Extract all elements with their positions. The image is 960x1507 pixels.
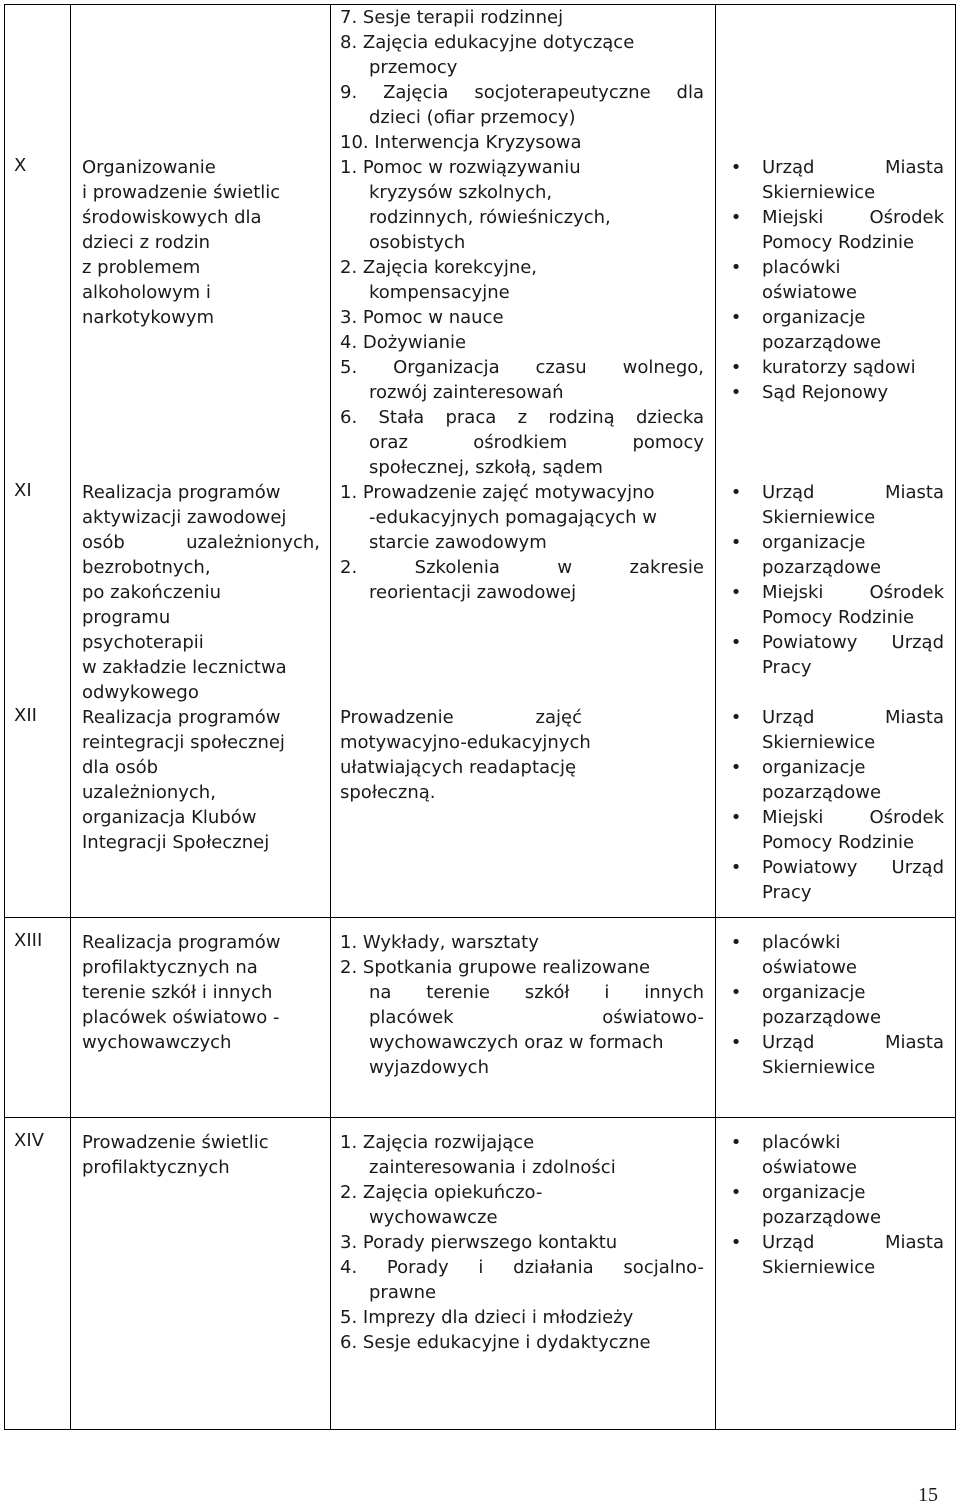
activity-line: starcie zawodowym bbox=[369, 532, 547, 553]
task-line: dla osób bbox=[82, 757, 159, 778]
partner-item-cont bbox=[724, 1055, 944, 1080]
partner-item bbox=[724, 855, 944, 880]
activity-line: 4. Porady i działania socjalno- bbox=[340, 1257, 704, 1278]
bullet-icon: • bbox=[730, 1132, 742, 1153]
partners-cell bbox=[724, 705, 944, 905]
partner-line: placówki bbox=[762, 932, 841, 953]
partner-item bbox=[724, 980, 944, 1005]
partner-line: oświatowe bbox=[762, 282, 858, 303]
activities-cell bbox=[340, 480, 704, 605]
activity-line: reorientacji zawodowej bbox=[369, 582, 577, 603]
activity-line: 10. Interwencja Kryzysowa bbox=[340, 132, 582, 153]
task-line: środowiskowych dla bbox=[82, 207, 262, 228]
task-line: Realizacja programów bbox=[82, 482, 281, 503]
partner-line: oświatowe bbox=[762, 1157, 858, 1178]
task-line: programu bbox=[82, 607, 171, 628]
bullet-icon: • bbox=[730, 357, 742, 378]
partner-item-cont bbox=[724, 180, 944, 205]
partner-line: organizacje bbox=[762, 307, 866, 328]
task-line: po zakończeniu bbox=[82, 582, 222, 603]
bullet-icon: • bbox=[730, 207, 742, 228]
activity-line: 5. Imprezy dla dzieci i młodzieży bbox=[340, 1307, 634, 1328]
partner-line: organizacje bbox=[762, 757, 866, 778]
column-divider-2 bbox=[330, 4, 331, 1430]
partner-item-cont bbox=[724, 330, 944, 355]
partner-line: Pomocy Rodzinie bbox=[762, 607, 915, 628]
activity-line: rodzinnych, rówieśniczych, bbox=[369, 207, 611, 228]
partner-line: Skierniewice bbox=[762, 507, 876, 528]
partner-item bbox=[724, 1030, 944, 1055]
partner-line: Skierniewice bbox=[762, 732, 876, 753]
bullet-icon: • bbox=[730, 982, 742, 1003]
activities-cell bbox=[340, 930, 704, 1080]
task-line: placówek oświatowo - bbox=[82, 1007, 280, 1028]
partner-line: pozarządowe bbox=[762, 1007, 882, 1028]
activity-line: kryzysów szkolnych, bbox=[369, 182, 553, 203]
bullet-icon: • bbox=[730, 257, 742, 278]
activity-line: 2. Zajęcia opiekuńczo- bbox=[340, 1182, 543, 1203]
activities-continued bbox=[340, 5, 704, 155]
row-divider-xiii bbox=[4, 917, 956, 918]
partner-line: Pracy bbox=[762, 882, 812, 903]
partner-line: Pomocy Rodzinie bbox=[762, 232, 915, 253]
activity-line: 2. Szkolenia w zakresie bbox=[340, 557, 704, 578]
activity-line: na terenie szkół i innych bbox=[369, 982, 704, 1003]
activity-line: 5. Organizacja czasu wolnego, bbox=[340, 357, 704, 378]
bullet-icon: • bbox=[730, 807, 742, 828]
bullet-icon: • bbox=[730, 757, 742, 778]
partner-line: Sąd Rejonowy bbox=[762, 382, 889, 403]
partner-item bbox=[724, 530, 944, 555]
bullet-icon: • bbox=[730, 707, 742, 728]
partner-line: Miejski Ośrodek bbox=[762, 807, 944, 828]
partner-line: Skierniewice bbox=[762, 1057, 876, 1078]
task-line: odwykowego bbox=[82, 682, 199, 703]
task-line: Realizacja programów bbox=[82, 707, 281, 728]
partner-item bbox=[724, 255, 944, 280]
partner-item bbox=[724, 1130, 944, 1155]
activity-line: wychowawcze bbox=[369, 1207, 498, 1228]
activity-line: prawne bbox=[369, 1282, 437, 1303]
activity-line: 1. Zajęcia rozwijające bbox=[340, 1132, 535, 1153]
task-line: organizacja Klubów bbox=[82, 807, 257, 828]
partner-line: Urząd Miasta bbox=[762, 482, 944, 503]
table-border-bottom bbox=[4, 1429, 956, 1430]
activity-line: kompensacyjne bbox=[369, 282, 510, 303]
activity-line: placówek oświatowo- bbox=[369, 1007, 704, 1028]
task-line: wychowawczych bbox=[82, 1032, 232, 1053]
column-divider-3 bbox=[715, 4, 716, 1430]
activity-line: wychowawczych oraz w formach bbox=[369, 1032, 664, 1053]
page-number: 15 bbox=[918, 1484, 938, 1506]
task-line: osób uzależnionych, bbox=[82, 532, 320, 553]
bullet-icon: • bbox=[730, 382, 742, 403]
task-line: z problemem bbox=[82, 257, 201, 278]
row-number: XIV bbox=[14, 1130, 44, 1151]
bullet-icon: • bbox=[730, 482, 742, 503]
activity-line: 1. Prowadzenie zajęć motywacyjno bbox=[340, 482, 655, 503]
bullet-icon: • bbox=[730, 857, 742, 878]
partner-item-cont bbox=[724, 555, 944, 580]
partner-line: Urząd Miasta bbox=[762, 1032, 944, 1053]
activity-line: 4. Dożywianie bbox=[340, 332, 467, 353]
partner-line: Skierniewice bbox=[762, 1257, 876, 1278]
partner-item bbox=[724, 380, 944, 405]
task-line: Integracji Społecznej bbox=[82, 832, 270, 853]
partner-item-cont bbox=[724, 280, 944, 305]
partner-line: Urząd Miasta bbox=[762, 1232, 944, 1253]
partners-cell bbox=[724, 1130, 944, 1280]
activities-cell bbox=[340, 155, 704, 480]
activity-line: społeczną. bbox=[340, 782, 436, 803]
activity-line: wyjazdowych bbox=[369, 1057, 489, 1078]
activity-line: oraz ośrodkiem pomocy bbox=[369, 432, 704, 453]
partner-item-cont bbox=[724, 1155, 944, 1180]
partner-line: pozarządowe bbox=[762, 557, 882, 578]
partner-line: Miejski Ośrodek bbox=[762, 582, 944, 603]
partner-item-cont bbox=[724, 830, 944, 855]
partner-line: pozarządowe bbox=[762, 332, 882, 353]
partner-line: Miejski Ośrodek bbox=[762, 207, 944, 228]
partner-line: Pomocy Rodzinie bbox=[762, 832, 915, 853]
partner-line: placówki bbox=[762, 1132, 841, 1153]
task-cell bbox=[82, 480, 320, 705]
partner-line: organizacje bbox=[762, 982, 866, 1003]
partner-line: Powiatowy Urząd bbox=[762, 632, 944, 653]
task-line: aktywizacji zawodowej bbox=[82, 507, 287, 528]
partner-item-cont bbox=[724, 780, 944, 805]
task-line: uzależnionych, bbox=[82, 782, 216, 803]
bullet-icon: • bbox=[730, 157, 742, 178]
partner-line: organizacje bbox=[762, 1182, 866, 1203]
bullet-icon: • bbox=[730, 1182, 742, 1203]
table-border-left bbox=[4, 4, 5, 1430]
partner-line: Pracy bbox=[762, 657, 812, 678]
partner-item-cont bbox=[724, 655, 944, 680]
task-cell bbox=[82, 155, 320, 330]
partner-item bbox=[724, 705, 944, 730]
activity-line: -edukacyjnych pomagających w bbox=[369, 507, 657, 528]
task-line: Prowadzenie świetlic bbox=[82, 1132, 269, 1153]
task-line: dzieci z rodzin bbox=[82, 232, 211, 253]
partner-line: organizacje bbox=[762, 532, 866, 553]
partner-item-cont bbox=[724, 1255, 944, 1280]
partner-line: oświatowe bbox=[762, 957, 858, 978]
task-line: terenie szkół i innych bbox=[82, 982, 273, 1003]
activity-line: 6. Stała praca z rodziną dziecka bbox=[340, 407, 704, 428]
partner-item-cont bbox=[724, 1005, 944, 1030]
partner-item bbox=[724, 630, 944, 655]
task-line: w zakładzie lecznictwa bbox=[82, 657, 287, 678]
row-number: XIII bbox=[14, 930, 43, 951]
activity-line: 3. Porady pierwszego kontaktu bbox=[340, 1232, 618, 1253]
partner-item bbox=[724, 930, 944, 955]
bullet-icon: • bbox=[730, 307, 742, 328]
task-line: profilaktycznych na bbox=[82, 957, 258, 978]
partner-item bbox=[724, 1230, 944, 1255]
task-cell bbox=[82, 1130, 320, 1180]
activity-line: 2. Spotkania grupowe realizowane bbox=[340, 957, 651, 978]
partner-item bbox=[724, 580, 944, 605]
task-line: reintegracji społecznej bbox=[82, 732, 285, 753]
partner-line: Powiatowy Urząd bbox=[762, 857, 944, 878]
activity-line: osobistych bbox=[369, 232, 466, 253]
partner-item bbox=[724, 1180, 944, 1205]
task-cell bbox=[82, 705, 320, 855]
task-line: alkoholowym i bbox=[82, 282, 211, 303]
bullet-icon: • bbox=[730, 532, 742, 553]
row-number: XII bbox=[14, 705, 37, 726]
partner-item-cont bbox=[724, 955, 944, 980]
activity-line: 9. Zajęcia socjoterapeutyczne dla bbox=[340, 82, 704, 103]
activity-line: ułatwiających readaptację bbox=[340, 757, 577, 778]
column-divider-1 bbox=[70, 4, 71, 1430]
task-line: Realizacja programów bbox=[82, 932, 281, 953]
activity-line: 8. Zajęcia edukacyjne dotyczące bbox=[340, 32, 635, 53]
activity-line: 1. Wykłady, warsztaty bbox=[340, 932, 539, 953]
partner-item bbox=[724, 755, 944, 780]
partner-item-cont bbox=[724, 1205, 944, 1230]
partner-line: Urząd Miasta bbox=[762, 707, 944, 728]
bullet-icon: • bbox=[730, 932, 742, 953]
activities-cell bbox=[340, 1130, 704, 1355]
partners-cell bbox=[724, 155, 944, 405]
activity-line: przemocy bbox=[369, 57, 458, 78]
partner-line: pozarządowe bbox=[762, 1207, 882, 1228]
activity-line: 2. Zajęcia korekcyjne, bbox=[340, 257, 538, 278]
bullet-icon: • bbox=[730, 632, 742, 653]
activity-line: społecznej, szkołą, sądem bbox=[369, 457, 603, 478]
task-line: bezrobotnych, bbox=[82, 557, 211, 578]
partner-item-cont bbox=[724, 605, 944, 630]
partner-line: kuratorzy sądowi bbox=[762, 357, 916, 378]
row-number: XI bbox=[14, 480, 32, 501]
partner-item bbox=[724, 480, 944, 505]
activity-text: Prowadzenie zajęć bbox=[340, 707, 582, 728]
activity-line: dzieci (ofiar przemocy) bbox=[369, 107, 576, 128]
row-divider-xiv bbox=[4, 1117, 956, 1118]
activity-line: zainteresowania i zdolności bbox=[369, 1157, 616, 1178]
task-cell bbox=[82, 930, 320, 1055]
bullet-icon: • bbox=[730, 1232, 742, 1253]
table-border-right bbox=[955, 4, 956, 1430]
partner-item-cont bbox=[724, 730, 944, 755]
task-line: psychoterapii bbox=[82, 632, 204, 653]
partner-item-cont bbox=[724, 230, 944, 255]
task-line: profilaktycznych bbox=[82, 1157, 230, 1178]
partner-item bbox=[724, 305, 944, 330]
activity-line: rozwój zainteresowań bbox=[369, 382, 564, 403]
row-number: X bbox=[14, 155, 27, 176]
partner-item bbox=[724, 205, 944, 230]
partner-item-cont bbox=[724, 880, 944, 905]
task-line: narkotykowym bbox=[82, 307, 215, 328]
bullet-icon: • bbox=[730, 582, 742, 603]
activity-line: 3. Pomoc w nauce bbox=[340, 307, 504, 328]
bullet-icon: • bbox=[730, 1032, 742, 1053]
partner-line: Skierniewice bbox=[762, 182, 876, 203]
partner-item-cont bbox=[724, 505, 944, 530]
activities-cell bbox=[340, 705, 704, 805]
partner-item bbox=[724, 155, 944, 180]
activity-line: 1. Pomoc w rozwiązywaniu bbox=[340, 157, 581, 178]
partners-cell bbox=[724, 480, 944, 680]
partner-line: placówki bbox=[762, 257, 841, 278]
task-line: Organizowanie bbox=[82, 157, 216, 178]
activity-line: 7. Sesje terapii rodzinnej bbox=[340, 7, 564, 28]
partners-cell bbox=[724, 930, 944, 1080]
partner-item bbox=[724, 355, 944, 380]
partner-item bbox=[724, 805, 944, 830]
partner-line: pozarządowe bbox=[762, 782, 882, 803]
activity-line bbox=[340, 705, 582, 730]
task-line: i prowadzenie świetlic bbox=[82, 182, 281, 203]
partner-line: Urząd Miasta bbox=[762, 157, 944, 178]
activity-line: motywacyjno-edukacyjnych bbox=[340, 732, 591, 753]
activity-line: 6. Sesje edukacyjne i dydaktyczne bbox=[340, 1332, 651, 1353]
